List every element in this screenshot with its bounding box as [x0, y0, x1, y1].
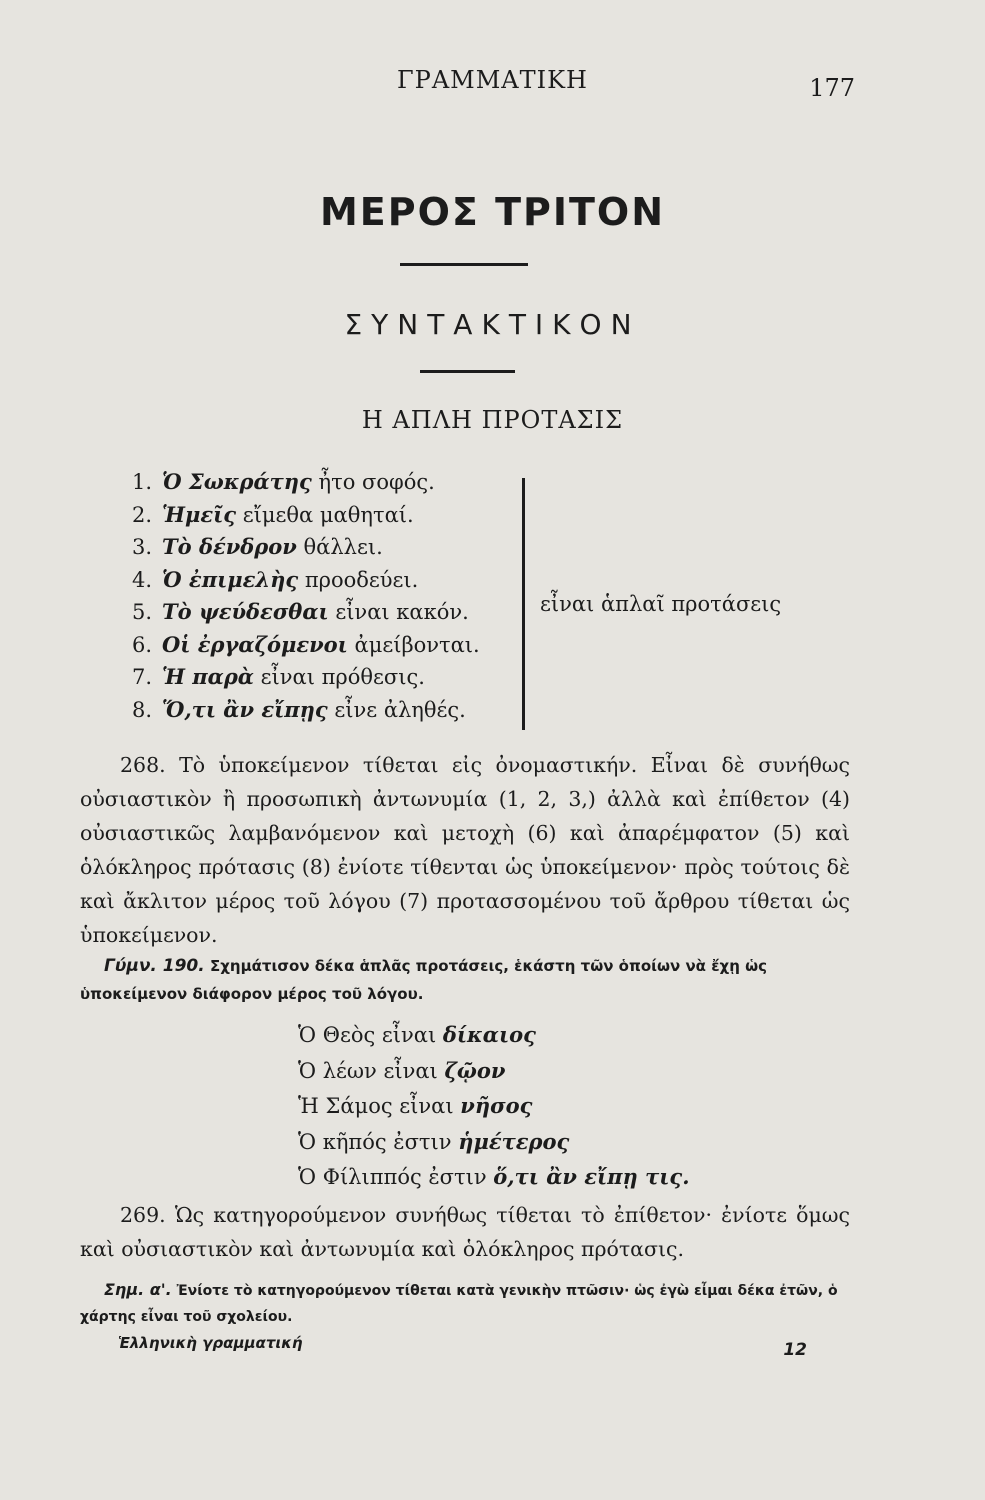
example-subject: Ἡμεῖς	[162, 501, 237, 527]
paragraph-text: Τὸ ὑποκείμενον τίθεται εἰς ὀνομαστικήν. Εἶναι δὲ συνήθως οὐσιαστικὸν ἢ προσωπικὴ ἀντωνυμία (1, 2, 3,) ἀλλὰ καὶ ἐπίθετον (4) οὐσιαστικῶς λαμβανόμενον καὶ μετοχὴ (6) καὶ ἀπαρέμφατον (5) καὶ ὁλόκληρος πρότασις (8) ἐνίοτε τίθενται ὡς ὑποκείμενον· πρὸς τούτοις δὲ καὶ ἄκλιτον μέρος τοῦ λόγου (7) προτασσομένου τοῦ ἄρθρου τίθεται ὡς ὑποκείμενον.	[80, 753, 850, 947]
example-rest: εἶναι κακόν.	[328, 600, 469, 624]
example-number: 3.	[132, 535, 153, 559]
example-subject: Τὸ δένδρον	[162, 534, 297, 559]
paragraph-269	[80, 1198, 850, 1266]
example-subject: Οἱ ἐργαζόμενοι	[162, 631, 348, 657]
paragraph-number: 269.	[120, 1203, 166, 1227]
example-line	[132, 531, 480, 564]
predicate-example-line	[298, 1125, 690, 1161]
example-subject: Τὸ ψεύδεσθαι	[162, 599, 329, 624]
example-number: 6.	[132, 632, 153, 657]
paragraph-number: 268.	[120, 753, 166, 777]
predicate-example-line	[298, 1089, 690, 1125]
grouping-brace	[522, 478, 525, 730]
example-number: 2.	[132, 502, 153, 527]
predicate-word: νῆσος	[460, 1093, 533, 1118]
example-line	[132, 564, 480, 597]
example-number: 8.	[132, 697, 153, 722]
predicate-word: ζῷον	[444, 1057, 506, 1083]
predicate-example-line	[298, 1018, 690, 1054]
predicate-word: δίκαιος	[442, 1022, 536, 1047]
example-line	[132, 629, 480, 662]
example-rest: ἦτο σοφός.	[311, 470, 435, 494]
divider-rule	[400, 263, 528, 266]
grouping-label: εἶναι ἁπλαῖ προτάσεις	[540, 592, 782, 616]
predicate-example-line	[298, 1160, 690, 1196]
section-title: ΣΥΝΤΑΚΤΙΚΟΝ	[344, 308, 641, 341]
part-title: ΜΕΡΟΣ ΤΡΙΤΟΝ	[319, 190, 666, 234]
page-number: 177	[809, 74, 855, 102]
exercise-text: Σχημάτισον δέκα ἁπλᾶς προτάσεις, ἑκάστη τῶν ὁποίων νὰ ἔχῃ ὡς ὑποκείμενον διάφορον μέρος τοῦ λόγου.	[80, 957, 768, 1003]
example-line	[132, 661, 480, 694]
predicate-example-text: Ἡ Σάμος εἶναι	[298, 1094, 461, 1118]
exercise-label: Γύμν. 190.	[104, 956, 205, 976]
example-subject: Ὁ Σωκράτης	[162, 469, 312, 494]
example-number: 1.	[132, 470, 153, 494]
running-header: ΓΡΑΜΜΑΤΙΚΗ	[397, 66, 588, 94]
example-rest: ἀμείβονται.	[347, 632, 480, 657]
example-rest: θάλλει.	[296, 535, 383, 559]
example-rest: εἴμεθα μαθηταί.	[236, 502, 414, 527]
note-a	[80, 1277, 850, 1330]
note-text: Ἐνίοτε τὸ κατηγορούμενον τίθεται κατὰ γενικὴν πτῶσιν· ὡς ἐγὼ εἶμαι δέκα ἐτῶν, ὁ χάρτης εἶναι τοῦ σχολείου.	[80, 1283, 838, 1325]
chapter-title: Η ΑΠΛΗ ΠΡΟΤΑΣΙΣ	[361, 406, 624, 434]
divider-rule	[420, 370, 515, 373]
example-list	[132, 466, 480, 726]
example-rest: προοδεύει.	[298, 567, 419, 592]
example-rest: εἶναι πρόθεσις.	[253, 665, 425, 689]
predicate-example-text: Ὁ Θεὸς εἶναι	[298, 1023, 443, 1047]
paragraph-text: Ὡς κατηγορούμενον συνήθως τίθεται τὸ ἐπίθετον· ἐνίοτε ὅμως καὶ οὐσιαστικὸν καὶ ἀντωνυμία καὶ ὁλόκληρος πρότασις.	[80, 1203, 850, 1261]
example-line	[132, 596, 480, 629]
example-line	[132, 499, 480, 532]
predicate-example-text: Ὁ λέων εἶναι	[298, 1058, 445, 1083]
example-line	[132, 694, 480, 727]
predicate-example-text: Ὁ Φίλιππός ἐστιν	[298, 1165, 494, 1189]
predicate-word: ἡμέτερος	[458, 1128, 570, 1154]
printer-signature: 12	[783, 1340, 807, 1360]
note-label: Σημ. α'.	[104, 1280, 172, 1299]
example-number: 7.	[132, 665, 153, 689]
example-subject: Ὁ ἐπιμελὴς	[162, 566, 299, 592]
example-subject: Ἡ παρὰ	[162, 664, 254, 689]
exercise-190	[80, 952, 850, 1008]
paragraph-268	[80, 748, 850, 952]
predicate-example-line	[298, 1054, 690, 1090]
example-line	[132, 466, 480, 499]
example-number: 5.	[132, 600, 153, 624]
predicate-example-list	[298, 1018, 690, 1196]
example-subject: Ὅ,τι ἂν εἴπῃς	[162, 696, 328, 722]
predicate-example-text: Ὁ κῆπός ἐστιν	[298, 1129, 459, 1154]
footer-book-title: Ἑλληνικὴ γραμματική	[118, 1334, 303, 1352]
predicate-word: ὅ,τι ἂν εἴπῃ τις.	[493, 1164, 690, 1189]
example-rest: εἶνε ἀληθές.	[327, 697, 466, 722]
example-number: 4.	[132, 567, 153, 592]
